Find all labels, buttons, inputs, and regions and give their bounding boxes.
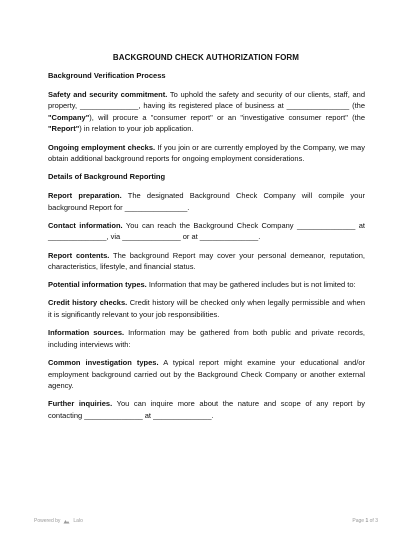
powered-by-label: Powered by	[34, 518, 61, 524]
lalo-logo-icon	[63, 519, 70, 524]
paragraph-lead: Potential information types.	[48, 280, 147, 290]
paragraph-text: Information may be gathered from both public and private records, including interviews with:	[48, 328, 365, 349]
brand-name: Lalo	[73, 518, 83, 524]
paragraph-text: Credit history will be checked only when legally permissible and when it is significantly relevant to your job responsibilities.	[48, 298, 365, 320]
paragraph-text: ) in relation to your job application.	[79, 124, 194, 134]
paragraph-information-types	[48, 279, 365, 291]
powered-by	[34, 518, 83, 524]
paragraph-lead: Safety and security commitment.	[48, 89, 168, 99]
paragraph-text: Information that may be gathered includes but is not limited to:	[146, 280, 356, 290]
paragraph-text: A typical report might examine your educational and/or employment background carried out by the Background Check Company or another external agency.	[48, 358, 365, 391]
paragraph-lead: Ongoing employment checks.	[48, 142, 156, 152]
page-current: 1	[365, 518, 369, 524]
page-label: Page	[352, 518, 365, 524]
paragraph-information-sources	[48, 327, 365, 350]
paragraph-lead: Credit history checks.	[48, 298, 128, 308]
page-footer	[34, 518, 378, 524]
paragraph-lead: Report contents.	[48, 250, 110, 260]
paragraph-text: To uphold the safety and security of our clients, staff, and property, ______________, having its registered place of business at _______________ (the	[48, 89, 365, 111]
paragraph-investigation-types	[48, 357, 365, 392]
defined-term-company: "Company"	[48, 112, 90, 122]
paragraph-lead: Report preparation.	[48, 190, 122, 200]
paragraph-credit-history	[48, 297, 365, 320]
paragraph-text: The background Report may cover your personal demeanor, reputation, characteristics, lifestyle, and financial status.	[48, 250, 365, 272]
paragraph-text: You can inquire more about the nature and scope of any report by contacting ______________ at ______________.	[48, 399, 365, 420]
paragraph-contact-information	[48, 220, 365, 243]
section-heading-verification: Background Verification Process	[48, 71, 166, 80]
paragraph-report-preparation	[48, 190, 365, 213]
document-title: BACKGROUND CHECK AUTHORIZATION FORM	[112, 53, 300, 62]
paragraph-text: You can reach the Background Check Company ______________ at ______________, via ______________ or at ______________.	[48, 220, 365, 242]
paragraph-lead: Contact information.	[48, 220, 123, 230]
paragraph-text: The designated Background Check Company will compile your background Report for _______________.	[48, 190, 366, 212]
defined-term-report: "Report"	[48, 124, 80, 134]
paragraph-lead: Further inquiries.	[48, 399, 113, 409]
page-total: 3	[375, 518, 378, 524]
paragraph-further-inquiries	[48, 398, 365, 421]
page-number	[352, 518, 378, 524]
paragraph-text: ), will procure a "consumer report" or an "investigative consumer report" (the	[89, 112, 365, 122]
paragraph-lead: Common investigation types.	[48, 358, 159, 368]
page-separator: of	[369, 518, 374, 524]
paragraph-text: If you join or are currently employed by the Company, we may obtain additional background reports for ongoing employment considerations.	[48, 142, 365, 164]
paragraph-lead: Information sources.	[48, 328, 125, 338]
paragraph-ongoing-checks	[48, 142, 365, 165]
section-heading-reporting: Details of Background Reporting	[48, 172, 166, 182]
document-body	[48, 70, 365, 428]
paragraph-report-contents	[48, 250, 365, 273]
paragraph-safety	[48, 89, 365, 135]
